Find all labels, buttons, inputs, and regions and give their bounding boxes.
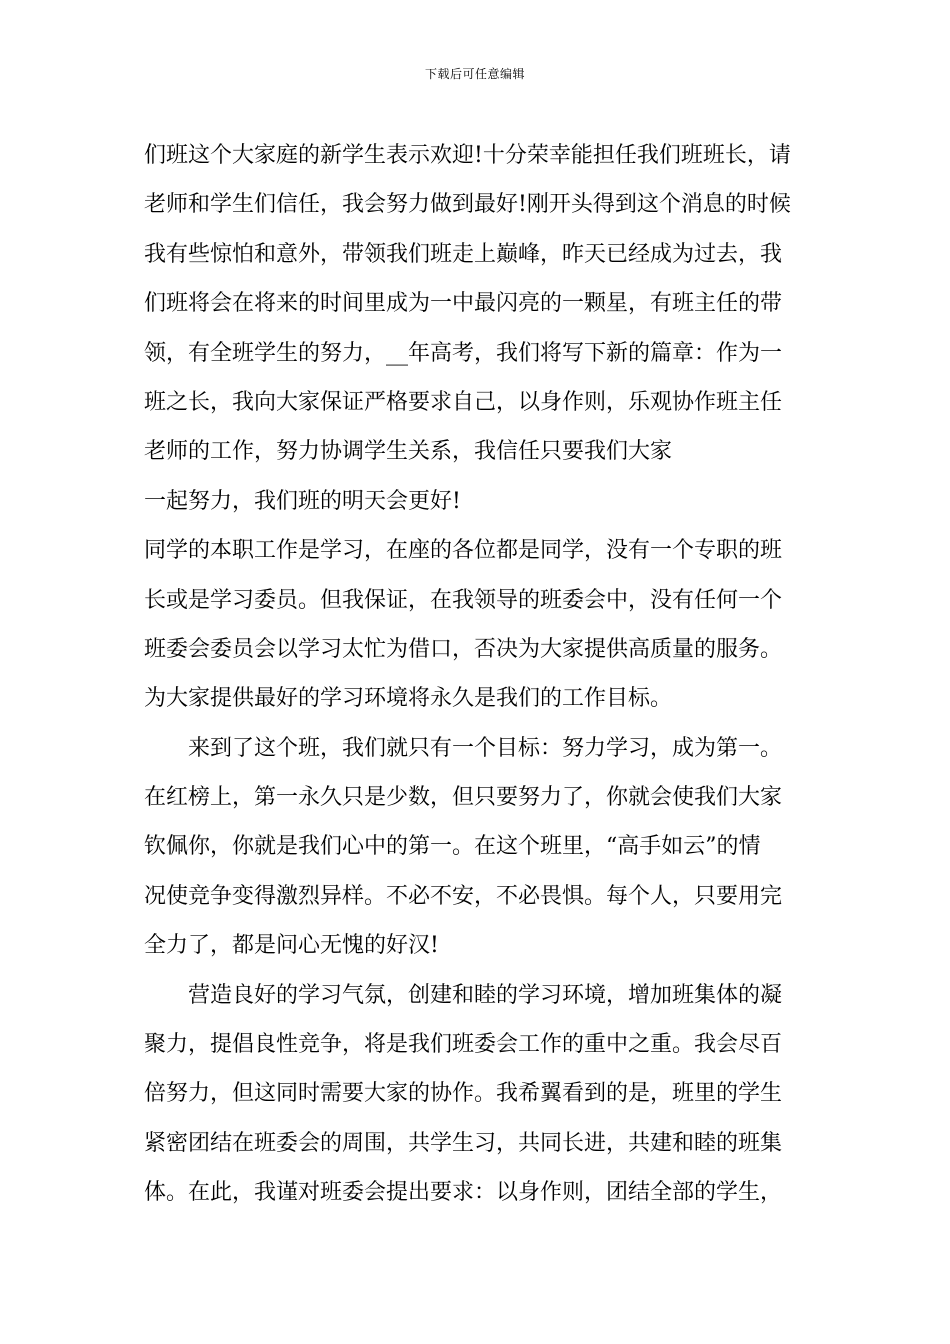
page-header: 下载后可任意编辑 [424,67,525,81]
text-line: 老师和学生们信任，我会努力做到最好!刚开头得到这个消息的时候 [144,192,791,218]
text-line: 们班将会在将来的时间里成为一中最闪亮的一颗星，有班主任的带 [144,291,783,317]
text-line: 紧密团结在班委会的周围，共学生习，共同长进，共建和睦的班集 [144,1130,783,1156]
text-line: 班委会委员会以学习太忙为借口，否决为大家提供高质量的服务。 [144,636,783,662]
text-line: 班之长，我向大家保证严格要求自己，以身作则，乐观协作班主任 [144,389,783,415]
document-body [144,131,808,1218]
paragraph-first-line: 来到了这个班，我们就只有一个目标：努力学习，成为第一。 [188,735,783,761]
text-line: 我有些惊怕和意外，带领我们班走上巅峰，昨天已经成为过去，我 [144,241,783,267]
text-line: 况使竞争变得激烈异样。不必不安，不必畏惧。每个人，只要用完 [144,883,783,909]
text-line: 为大家提供最好的学习环境将永久是我们的工作目标。 [144,686,673,712]
text-line: 同学的本职工作是学习，在座的各位都是同学，没有一个专职的班 [144,538,783,564]
paragraph-first-line: 营造良好的学习气氛，创建和睦的学习环境，增加班集体的凝 [188,982,783,1008]
text-line: 们班这个大家庭的新学生表示欢迎!十分荣幸能担任我们班班长，请 [144,143,791,168]
text-line: 老师的工作，努力协调学生关系，我信任只要我们大家 [144,439,673,465]
text-line: 全力了，都是问心无愧的好汉! [144,933,439,959]
text-line: 长或是学习委员。但我保证，在我领导的班委会中，没有任何一个 [144,587,783,613]
text-line: 聚力，提倡良性竞争，将是我们班委会工作的重中之重。我会尽百 [144,1032,783,1058]
text-line: 在红榜上，第一永久只是少数，但只要努力了，你就会使我们大家 [144,785,783,811]
text-line: 一起努力，我们班的明天会更好! [144,488,461,514]
text-line: 倍努力，但这同时需要大家的协作。我希翼看到的是，班里的学生 [144,1081,783,1107]
text-line: 钦佩你，你就是我们心中的第一。在这个班里，“高手如云”的情 [144,834,761,860]
text-line: 体。在此，我谨对班委会提出要求：以身作则，团结全部的学生， [144,1180,783,1206]
text-line: 领，有全班学生的努力，__年高考，我们将写下新的篇章：作为一 [144,340,783,366]
